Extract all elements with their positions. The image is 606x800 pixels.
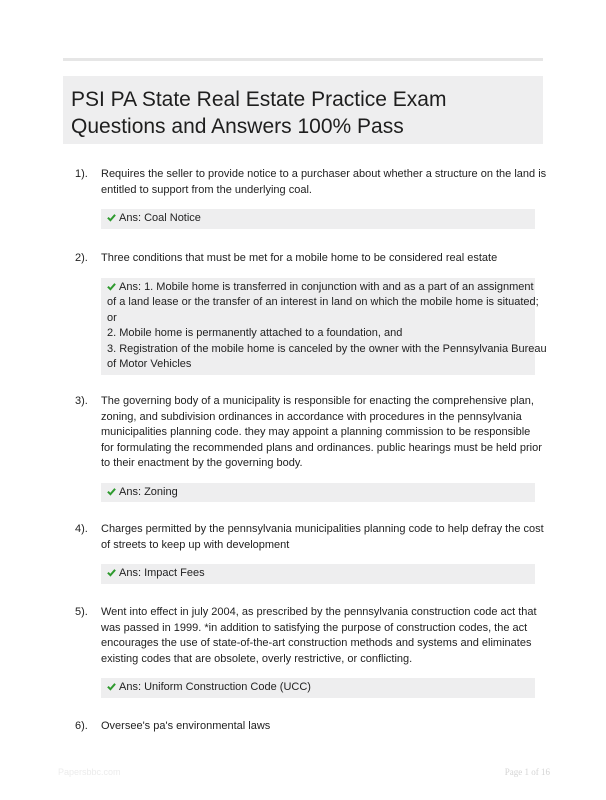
question-line: Requires the seller to provide notice to a purchaser about whether a structure on the land is bbox=[101, 168, 547, 180]
question-line: of streets to keep up with development bbox=[101, 538, 290, 551]
question-number: 4). bbox=[75, 523, 88, 535]
question-item-2 bbox=[63, 251, 547, 375]
check-icon bbox=[107, 682, 116, 691]
answer-box bbox=[101, 678, 535, 698]
answer-text: Ans: Zoning bbox=[119, 485, 178, 498]
document-title bbox=[63, 76, 543, 144]
question-line: existing codes that are obsolete, overly restrictive, or conflicting. bbox=[101, 652, 413, 665]
question-text bbox=[101, 522, 544, 553]
question-line: to their enactment by the governing body. bbox=[101, 457, 303, 469]
question-line: for formulating the recommended plans and ordinances. public hearings must be held prior bbox=[101, 441, 542, 454]
check-icon bbox=[107, 282, 116, 291]
question-item-5 bbox=[63, 605, 543, 698]
question-number: 3). bbox=[75, 395, 88, 407]
question-line: Oversee's pa's environmental laws bbox=[101, 720, 271, 732]
answer-box bbox=[101, 278, 547, 375]
question-text bbox=[101, 167, 547, 198]
answer-text: Ans: 1. Mobile home is transferred in conjunction with and as a part of an assignment bbox=[119, 280, 534, 293]
question-line: encourages the use of state-of-the-art construction methods and systems and eliminates bbox=[101, 637, 532, 649]
question-number: 5). bbox=[75, 606, 88, 618]
check-icon bbox=[107, 568, 116, 577]
question-line: was passed in 1999. *in addition to satisfying the purpose of construction codes, the act bbox=[101, 621, 528, 634]
answer-box bbox=[101, 564, 535, 584]
question-item-1 bbox=[63, 167, 547, 229]
question-item-4 bbox=[63, 522, 543, 584]
answer-text: Ans: Uniform Construction Code (UCC) bbox=[119, 681, 311, 693]
question-line: Three conditions that must be met for a mobile home to be considered real estate bbox=[101, 252, 498, 264]
question-line: zoning, and subdivision ordinances in accordance with procedures in the pennsylvania bbox=[101, 410, 522, 423]
question-line: Charges permitted by the pennsylvania municipalities planning code to help defray the cost bbox=[101, 523, 544, 535]
answer-box bbox=[101, 209, 535, 229]
answer-text: Ans: Coal Notice bbox=[119, 212, 201, 224]
question-text bbox=[101, 719, 537, 735]
question-text bbox=[101, 251, 537, 267]
answer-box bbox=[101, 483, 535, 503]
question-text bbox=[101, 605, 537, 667]
question-line: municipalities planning code. they may appoint a planning commission to be responsible bbox=[101, 426, 531, 438]
top-divider bbox=[63, 58, 543, 61]
question-line: The governing body of a municipality is responsible for enacting the comprehensive plan, bbox=[101, 395, 534, 407]
answer-line: 2. Mobile home is permanently attached to a foundation, and bbox=[107, 327, 403, 339]
page-number: Page 1 of 16 bbox=[504, 767, 550, 777]
answer-line bbox=[107, 280, 534, 296]
title-line-1: PSI PA State Real Estate Practice Exam bbox=[71, 88, 447, 111]
answer-line bbox=[107, 566, 529, 582]
answer-line: 3. Registration of the mobile home is canceled by the owner with the Pennsylvania Bureau bbox=[107, 342, 547, 355]
answer-line bbox=[107, 485, 529, 501]
answer-line bbox=[107, 211, 529, 227]
answer-line bbox=[107, 680, 529, 696]
answer-line: of Motor Vehicles bbox=[107, 358, 192, 370]
check-icon bbox=[107, 213, 116, 222]
check-icon bbox=[107, 487, 116, 496]
answer-line: or bbox=[107, 311, 117, 324]
question-line: Went into effect in july 2004, as prescribed by the pennsylvania construction code act that bbox=[101, 606, 537, 618]
question-text bbox=[101, 394, 542, 472]
answer-text: Ans: Impact Fees bbox=[119, 567, 205, 579]
question-item-6 bbox=[63, 719, 543, 735]
question-line: entitled to support from the underlying coal. bbox=[101, 183, 312, 196]
answer-line: of a land lease or the transfer of an interest in land on which the mobile home is situated; bbox=[107, 296, 539, 308]
footer-watermark: Papersbbc.com bbox=[58, 767, 121, 777]
question-item-3 bbox=[63, 394, 543, 502]
question-number: 1). bbox=[75, 168, 88, 180]
question-number: 2). bbox=[75, 252, 88, 264]
question-number: 6). bbox=[75, 720, 88, 732]
title-line-2: Questions and Answers 100% Pass bbox=[71, 115, 404, 138]
